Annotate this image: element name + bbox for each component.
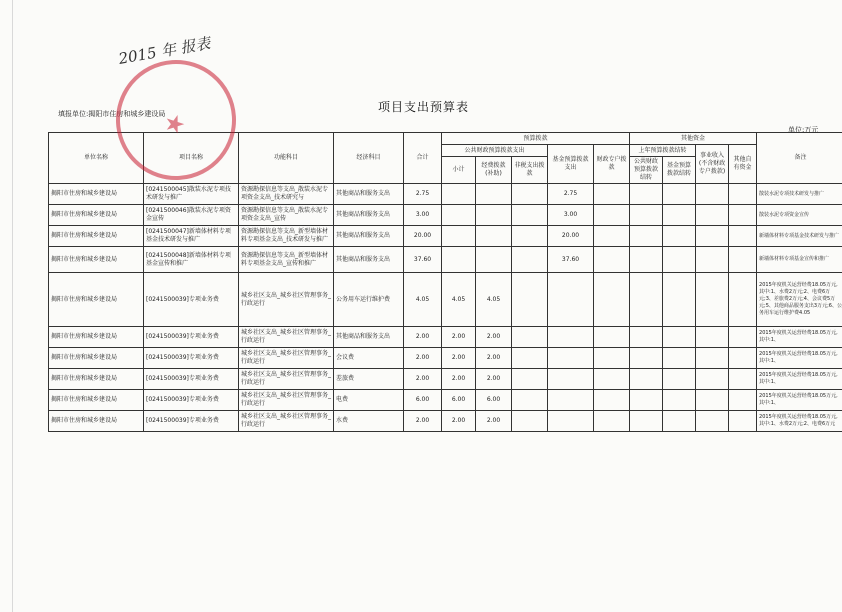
cell-public-carryover	[630, 273, 663, 327]
cell-business-income	[696, 273, 729, 327]
header-other-income: 其他自有资金	[729, 145, 757, 184]
cell-economic: 其他商品和服务支出	[334, 226, 404, 247]
cell-function: 资源勘探信息等支出_新型墙体材料专项基金支出_宣传和推广	[239, 247, 334, 273]
cell-public-carryover	[630, 369, 663, 390]
cell-other-income	[729, 184, 757, 205]
cell-nontax	[512, 205, 548, 226]
cell-operating: 4.05	[476, 273, 512, 327]
cell-fiscal-account	[594, 411, 630, 432]
cell-fiscal-account	[594, 184, 630, 205]
header-fiscal-account: 财政专户拨款	[594, 145, 630, 184]
header-other-funds: 其他资金	[630, 133, 757, 145]
cell-other-income	[729, 226, 757, 247]
cell-public-carryover	[630, 184, 663, 205]
cell-subtotal: 2.00	[442, 411, 476, 432]
cell-fiscal-account	[594, 226, 630, 247]
cell-fund: 2.75	[548, 184, 594, 205]
cell-business-income	[696, 411, 729, 432]
cell-economic: 水费	[334, 411, 404, 432]
header-total: 合计	[404, 133, 442, 184]
cell-operating: 2.00	[476, 327, 512, 348]
cell-fund-carryover	[663, 369, 696, 390]
cell-operating: 2.00	[476, 411, 512, 432]
cell-nontax	[512, 327, 548, 348]
cell-project: [0241500048]新墙体材料专项基金宣传和推广	[144, 247, 239, 273]
cell-remark: 2015年度机关运营经费18.05万元,其中:1、水费2万元;2、电费6万元;3、差旅费2万元;4、会议费5万元;5、其他商品服务支出3万元;6、公务用车运行维护费4.05	[757, 273, 842, 327]
handwritten-note: 2015 年 报表	[117, 34, 212, 68]
cell-fund-carryover	[663, 226, 696, 247]
seal-star-icon: ★	[160, 107, 190, 141]
cell-subtotal	[442, 226, 476, 247]
table-row	[49, 327, 842, 348]
table-row	[49, 411, 842, 432]
cell-remark: 2015年度机关运营经费18.05万元,其中:1、	[757, 369, 842, 390]
cell-function: 城乡社区支出_城乡社区管理事务_行政运行	[239, 327, 334, 348]
cell-public-carryover	[630, 327, 663, 348]
cell-nontax	[512, 226, 548, 247]
cell-project: [0241500047]新墙体材料专项基金技术研发与推广	[144, 226, 239, 247]
cell-unit: 揭阳市住房和城乡建设局	[49, 273, 144, 327]
cell-remark: 2015年度机关运营经费18.05万元,其中:1、水费2万元;2、电费6万元	[757, 411, 842, 432]
cell-operating: 2.00	[476, 369, 512, 390]
cell-function: 城乡社区支出_城乡社区管理事务_行政运行	[239, 390, 334, 411]
cell-other-income	[729, 205, 757, 226]
header-project-name: 项目名称	[144, 133, 239, 184]
cell-total: 6.00	[404, 390, 442, 411]
cell-fund	[548, 411, 594, 432]
cell-fiscal-account	[594, 390, 630, 411]
cell-operating	[476, 226, 512, 247]
cell-fund-carryover	[663, 205, 696, 226]
cell-subtotal: 6.00	[442, 390, 476, 411]
cell-function: 城乡社区支出_城乡社区管理事务_行政运行	[239, 411, 334, 432]
cell-fund	[548, 327, 594, 348]
cell-total: 2.00	[404, 411, 442, 432]
cell-fiscal-account	[594, 348, 630, 369]
cell-economic: 电费	[334, 390, 404, 411]
table-row	[49, 184, 842, 205]
cell-unit: 揭阳市住房和城乡建设局	[49, 411, 144, 432]
cell-total: 2.00	[404, 369, 442, 390]
cell-public-carryover	[630, 226, 663, 247]
cell-business-income	[696, 348, 729, 369]
cell-business-income	[696, 390, 729, 411]
table-row	[49, 348, 842, 369]
header-economic-subject: 经济科目	[334, 133, 404, 184]
cell-subtotal	[442, 184, 476, 205]
cell-operating	[476, 205, 512, 226]
cell-nontax	[512, 390, 548, 411]
cell-total: 2.00	[404, 327, 442, 348]
cell-project: [0241500046]散装水泥专项资金宣传	[144, 205, 239, 226]
cell-other-income	[729, 273, 757, 327]
cell-subtotal: 2.00	[442, 369, 476, 390]
header-public-budget: 公共财政预算拨款支出	[442, 145, 548, 157]
table-row	[49, 273, 842, 327]
cell-total: 37.60	[404, 247, 442, 273]
cell-fund: 20.00	[548, 226, 594, 247]
cell-subtotal: 4.05	[442, 273, 476, 327]
cell-unit: 揭阳市住房和城乡建设局	[49, 205, 144, 226]
table-row	[49, 226, 842, 247]
cell-public-carryover	[630, 348, 663, 369]
header-function-subject: 功能科目	[239, 133, 334, 184]
cell-nontax	[512, 273, 548, 327]
table-row	[49, 205, 842, 226]
cell-subtotal	[442, 205, 476, 226]
cell-total: 3.00	[404, 205, 442, 226]
cell-remark: 2015年度机关运营经费18.05万元,其中:1、	[757, 327, 842, 348]
cell-fund-carryover	[663, 247, 696, 273]
cell-remark: 新墙体材料专项基金技术研发与推广	[757, 226, 842, 247]
cell-unit: 揭阳市住房和城乡建设局	[49, 226, 144, 247]
cell-total: 4.05	[404, 273, 442, 327]
table-row	[49, 390, 842, 411]
cell-business-income	[696, 226, 729, 247]
cell-economic: 公务用车运行维护费	[334, 273, 404, 327]
cell-other-income	[729, 247, 757, 273]
cell-total: 2.00	[404, 348, 442, 369]
cell-fund	[548, 348, 594, 369]
cell-subtotal: 2.00	[442, 348, 476, 369]
cell-fund-carryover	[663, 327, 696, 348]
cell-unit: 揭阳市住房和城乡建设局	[49, 247, 144, 273]
cell-project: [0241500039]专项业务费	[144, 390, 239, 411]
header-subtotal: 小计	[442, 157, 476, 184]
cell-fund	[548, 369, 594, 390]
cell-remark: 散装水泥专项资金宣传	[757, 205, 842, 226]
header-remark: 备注	[757, 133, 842, 184]
cell-economic: 差旅费	[334, 369, 404, 390]
cell-nontax	[512, 184, 548, 205]
cell-public-carryover	[630, 205, 663, 226]
cell-project: [0241500045]散装水泥专项技术研发与推广	[144, 184, 239, 205]
cell-function: 城乡社区支出_城乡社区管理事务_行政运行	[239, 348, 334, 369]
cell-remark: 2015年度机关运营经费18.05万元,其中:1、	[757, 348, 842, 369]
header-last-year: 上年预算拨款结转	[630, 145, 696, 157]
cell-fiscal-account	[594, 205, 630, 226]
cell-fund-carryover	[663, 348, 696, 369]
cell-fund	[548, 273, 594, 327]
cell-fiscal-account	[594, 273, 630, 327]
cell-fund: 37.60	[548, 247, 594, 273]
cell-function: 城乡社区支出_城乡社区管理事务_行政运行	[239, 369, 334, 390]
cell-business-income	[696, 369, 729, 390]
cell-fund-carryover	[663, 184, 696, 205]
page-title: 项目支出预算表	[378, 100, 470, 114]
cell-public-carryover	[630, 411, 663, 432]
cell-business-income	[696, 327, 729, 348]
table-row	[49, 369, 842, 390]
header-non-tax: 非税支出拨款	[512, 157, 548, 184]
cell-subtotal	[442, 247, 476, 273]
cell-project: [0241500039]专项业务费	[144, 327, 239, 348]
cell-other-income	[729, 348, 757, 369]
header-budget-appropriation: 预算拨款	[442, 133, 630, 145]
cell-other-income	[729, 327, 757, 348]
cell-function: 资源勘探信息等支出_新型墙体材料专项基金支出_技术研发与推广	[239, 226, 334, 247]
cell-function: 资源勘探信息等支出_散装水泥专项资金支出_宣传	[239, 205, 334, 226]
cell-unit: 揭阳市住房和城乡建设局	[49, 184, 144, 205]
cell-unit: 揭阳市住房和城乡建设局	[49, 390, 144, 411]
cell-operating	[476, 184, 512, 205]
cell-fund: 3.00	[548, 205, 594, 226]
cell-nontax	[512, 369, 548, 390]
cell-economic: 其他商品和服务支出	[334, 327, 404, 348]
unit-label: 单位:万元	[788, 126, 819, 134]
cell-business-income	[696, 184, 729, 205]
cell-total: 2.75	[404, 184, 442, 205]
cell-fund-carryover	[663, 411, 696, 432]
cell-economic: 其他商品和服务支出	[334, 184, 404, 205]
cell-public-carryover	[630, 247, 663, 273]
table-row	[49, 247, 842, 273]
cell-economic: 其他商品和服务支出	[334, 205, 404, 226]
cell-business-income	[696, 205, 729, 226]
cell-economic: 会议费	[334, 348, 404, 369]
cell-remark: 2015年度机关运营经费18.05万元,其中:1、	[757, 390, 842, 411]
cell-project: [0241500039]专项业务费	[144, 369, 239, 390]
cell-project: [0241500039]专项业务费	[144, 411, 239, 432]
cell-fund-carryover	[663, 273, 696, 327]
header-business-income: 事业收入(不含财政专户拨款)	[696, 145, 729, 184]
cell-business-income	[696, 247, 729, 273]
cell-total: 20.00	[404, 226, 442, 247]
cell-remark: 新墙体材料专项基金宣传和推广	[757, 247, 842, 273]
cell-remark: 散装水泥专项技术研发与推广	[757, 184, 842, 205]
cell-fund-carryover	[663, 390, 696, 411]
cell-operating: 6.00	[476, 390, 512, 411]
cell-function: 资源勘探信息等支出_散装水泥专项资金支出_技术研究与	[239, 184, 334, 205]
header-fund-carryover: 基金预算拨款结转	[663, 157, 696, 184]
header-operating: 经费拨款(补助)	[476, 157, 512, 184]
cell-fiscal-account	[594, 247, 630, 273]
cell-project: [0241500039]专项业务费	[144, 273, 239, 327]
scan-edge	[12, 0, 13, 612]
cell-nontax	[512, 348, 548, 369]
cell-economic: 其他商品和服务支出	[334, 247, 404, 273]
header-fund-budget: 基金预算拨款支出	[548, 145, 594, 184]
cell-unit: 揭阳市住房和城乡建设局	[49, 369, 144, 390]
cell-fiscal-account	[594, 369, 630, 390]
header-public-carryover: 公共财政预算拨款结转	[630, 157, 663, 184]
cell-other-income	[729, 369, 757, 390]
cell-unit: 揭阳市住房和城乡建设局	[49, 327, 144, 348]
filing-unit: 填报单位:揭阳市住房和城乡建设局	[58, 110, 166, 118]
cell-other-income	[729, 411, 757, 432]
cell-project: [0241500039]专项业务费	[144, 348, 239, 369]
cell-unit: 揭阳市住房和城乡建设局	[49, 348, 144, 369]
cell-fund	[548, 390, 594, 411]
cell-nontax	[512, 247, 548, 273]
cell-fiscal-account	[594, 327, 630, 348]
cell-nontax	[512, 411, 548, 432]
header-unit-name: 单位名称	[49, 133, 144, 184]
cell-operating	[476, 247, 512, 273]
cell-subtotal: 2.00	[442, 327, 476, 348]
cell-public-carryover	[630, 390, 663, 411]
cell-other-income	[729, 390, 757, 411]
cell-operating: 2.00	[476, 348, 512, 369]
cell-function: 城乡社区支出_城乡社区管理事务_行政运行	[239, 273, 334, 327]
